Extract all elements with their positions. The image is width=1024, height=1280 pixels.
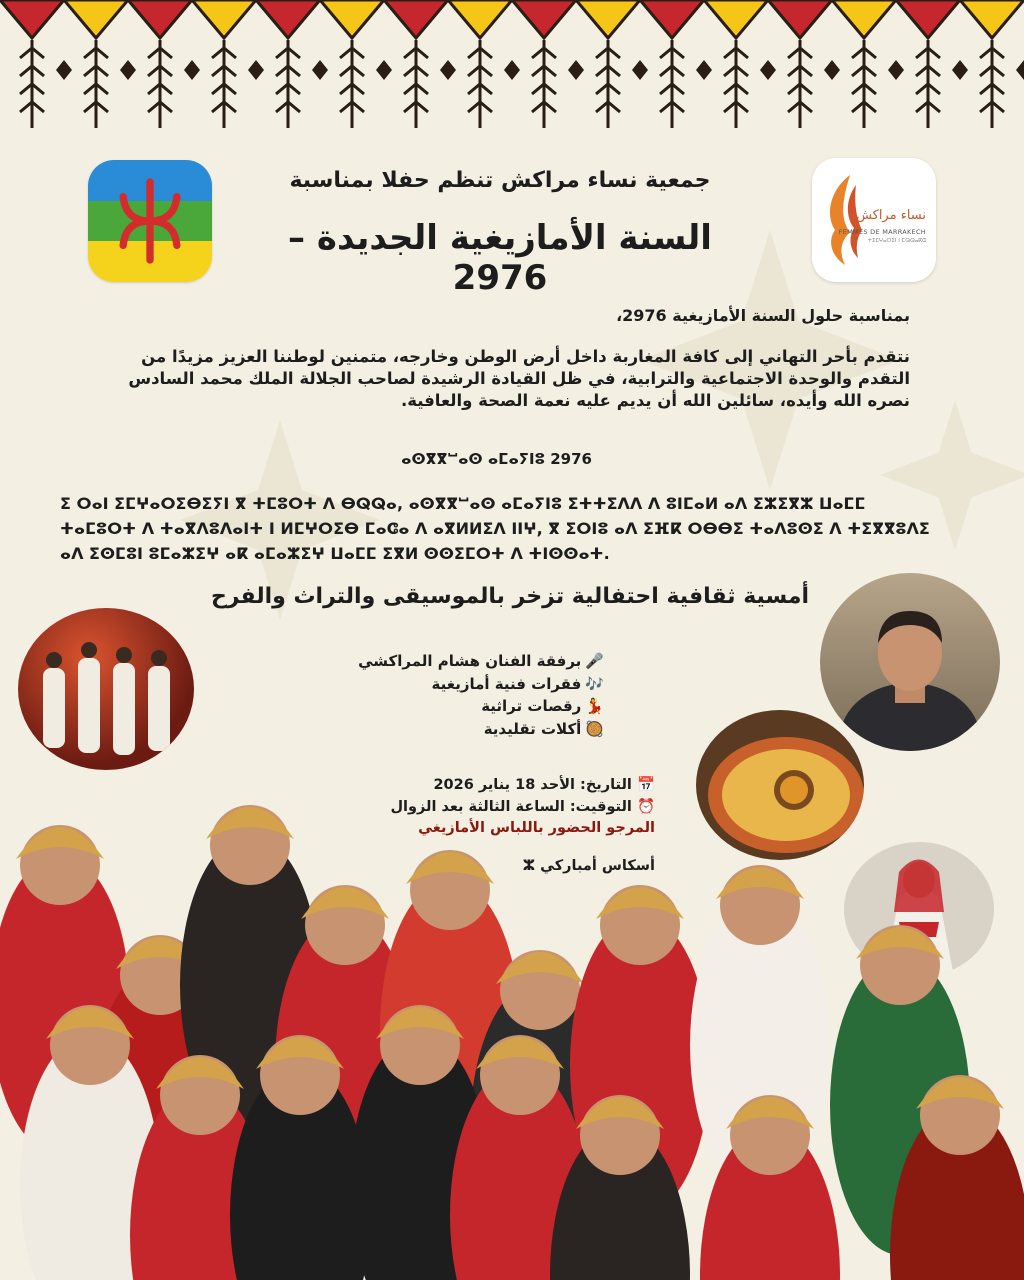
logo-subtitle: FEMMES DE MARRAKECH — [838, 228, 926, 236]
pattern-triangle — [896, 0, 960, 38]
pattern-diamond — [504, 60, 520, 80]
pattern-diamond — [888, 60, 904, 80]
pattern-arrow-motif — [148, 40, 172, 128]
logo-name: نساء مراكش — [856, 208, 926, 223]
pattern-arrow-motif — [276, 40, 300, 128]
pattern-triangle — [320, 0, 384, 38]
pattern-diamond — [632, 60, 648, 80]
pattern-arrow-motif — [852, 40, 876, 128]
pattern-arrow-motif — [532, 40, 556, 128]
highlight-label: برفقة الفنان هشام المراكشي — [358, 652, 582, 670]
femmes-de-marrakech-logo — [812, 158, 936, 282]
event-time-label: التوقيت: الساعة الثالثة بعد الزوال — [390, 799, 632, 815]
event-highlight-item — [432, 675, 604, 693]
header-title-line-2: السنة الأمازيغية الجديدة – 2976 — [288, 218, 712, 298]
pattern-diamond — [376, 60, 392, 80]
pattern-triangle — [384, 0, 448, 38]
pattern-diamond — [760, 60, 776, 80]
pattern-triangle — [128, 0, 192, 38]
pattern-triangle — [640, 0, 704, 38]
pattern-arrow-motif — [788, 40, 812, 128]
pattern-triangle — [256, 0, 320, 38]
pattern-diamond — [312, 60, 328, 80]
yaz-icon — [88, 160, 212, 282]
pattern-arrow-motif — [84, 40, 108, 128]
pattern-arrow-motif — [20, 40, 44, 128]
logo-tagline: ⵜⵉⵎⵖⴰⵔⵉⵏ ⵏ ⵎⵕⵕⴰⴽⵛ — [867, 238, 926, 244]
intro-text: بمناسبة حلول السنة الأمازيغية 2976، — [616, 306, 910, 325]
pattern-triangle — [576, 0, 640, 38]
highlight-emoji-icon: 💃 — [585, 697, 604, 715]
event-date-label: التاريخ: الأحد 18 يناير 2026 — [433, 777, 632, 793]
pattern-triangle — [0, 0, 64, 38]
pattern-triangle — [512, 0, 576, 38]
pattern-diamond — [56, 60, 72, 80]
pattern-triangle — [960, 0, 1024, 38]
greeting: أسكاس أمباركي ⵣ — [522, 858, 655, 874]
pattern-diamond — [1016, 60, 1024, 80]
pattern-diamond — [696, 60, 712, 80]
pattern-triangle — [192, 0, 256, 38]
women-group-photo — [0, 715, 1024, 1280]
pattern-triangle — [448, 0, 512, 38]
pattern-arrow-motif — [212, 40, 236, 128]
pattern-diamond — [824, 60, 840, 80]
pattern-arrow-motif — [916, 40, 940, 128]
pattern-arrow-motif — [660, 40, 684, 128]
pattern-arrow-motif — [596, 40, 620, 128]
calendar-icon: 📅 — [636, 777, 655, 793]
amazigh-flag — [88, 160, 212, 282]
pattern-arrow-motif — [468, 40, 492, 128]
highlight-label: رقصات تراثية — [481, 697, 582, 715]
pattern-arrow-motif — [980, 40, 1004, 128]
pattern-diamond — [952, 60, 968, 80]
pattern-triangle — [832, 0, 896, 38]
header-title-line-1: جمعية نساء مراكش تنظم حفلا بمناسبة — [289, 168, 711, 193]
highlight-label: أكلات تقليدية — [483, 720, 582, 738]
event-highlight-item — [358, 652, 604, 670]
highlight-emoji-icon: 🥘 — [585, 720, 604, 738]
pattern-triangle — [64, 0, 128, 38]
highlight-emoji-icon: 🎶 — [585, 675, 604, 693]
tifinagh-message: ⵉ ⵔⴰⵏ ⵉⵎⵖⴰⵔⵉⴱⵉⵢⵏ ⴳ ⵜⵎⵓⵔⵜ ⴷ ⴱⵕⵕⴰ, ⴰⵙⴳⴳⵯⴰⵙ ⴰⵎⴰⵢⵏⵓ ⵉⵜⵜⵉⴷⴷ ⴷ ⵓⵏⵎⴰⵍ ⴰⴷ ⵉⵣⵉⴳⵣ ⵡⴰⵎⵎ ⵜⴰⵎⵓⵔⵜ ⴷ ⵜⴰⴳⴷⵓⴷⴰⵏⵜ ⵏ ⵍⵎⵖⵔⵉⴱ ⵎⴰⵛⴰ ⴷ ⴰⴳⵍⵍⵉⴷ ⵏⵏⵖ, ⴳ ⵉⵔⵏⵓ ⴰⴷ ⵉⴼⴽ ⵔⴱⴱⵉ ⵜⴰⴷⵓⵙⵉ ⴷ ⵜⵉⴳⴳⵓⴷⵉ ⴰⴷ ⵉⵙⵎⵓⵏ ⵓⵎⴰⵣⵉⵖ ⴰⴽ ⴰⵎⴰⵣⵉⵖ ⵡⴰⵎⵎ ⵉⴳⵍ ⵙⵙⵉⵎⵔⵜ ⴷ ⵜⵏⵙⵙⴰⵜ. — [60, 494, 930, 563]
pattern-arrow-motif — [340, 40, 364, 128]
event-subtitle: أمسية ثقافية احتفالية تزخر بالموسيقى والتراث والفرح — [210, 584, 810, 609]
pattern-arrow-motif — [404, 40, 428, 128]
highlight-label: فقرات فنية أمازيغية — [431, 675, 582, 693]
pattern-diamond — [120, 60, 136, 80]
dress-code: المرجو الحضور باللباس الأمازيغي — [418, 820, 655, 836]
pattern-triangle — [704, 0, 768, 38]
event-highlight-item — [481, 697, 604, 715]
pattern-diamond — [568, 60, 584, 80]
amazigh-year-label: 2976 ⴰⵙⴳⴳⵯⴰⵙ ⴰⵎⴰⵢⵏⵓ — [401, 450, 592, 468]
pattern-diamond — [440, 60, 456, 80]
clock-icon: ⏰ — [636, 799, 655, 815]
pattern-diamond — [184, 60, 200, 80]
congratulations-message: نتقدم بأحر التهاني إلى كافة المغاربة داخل أرض الوطن وخارجه، متمنين لوطننا العزيز مزيدًا من التقدم والوحدة الاجتماعية والترابية، في ظل القيادة الرشيدة لصاحب الجلالة الملك محمد السادس نصره الله وأيده، سائلين الله أن يديم عليه نعمة الصحة والعافية. — [128, 347, 910, 410]
pattern-diamond — [248, 60, 264, 80]
pattern-arrow-motif — [724, 40, 748, 128]
amazigh-header-pattern — [0, 0, 1024, 135]
pattern-triangle — [768, 0, 832, 38]
highlight-emoji-icon: 🎤 — [585, 652, 604, 670]
